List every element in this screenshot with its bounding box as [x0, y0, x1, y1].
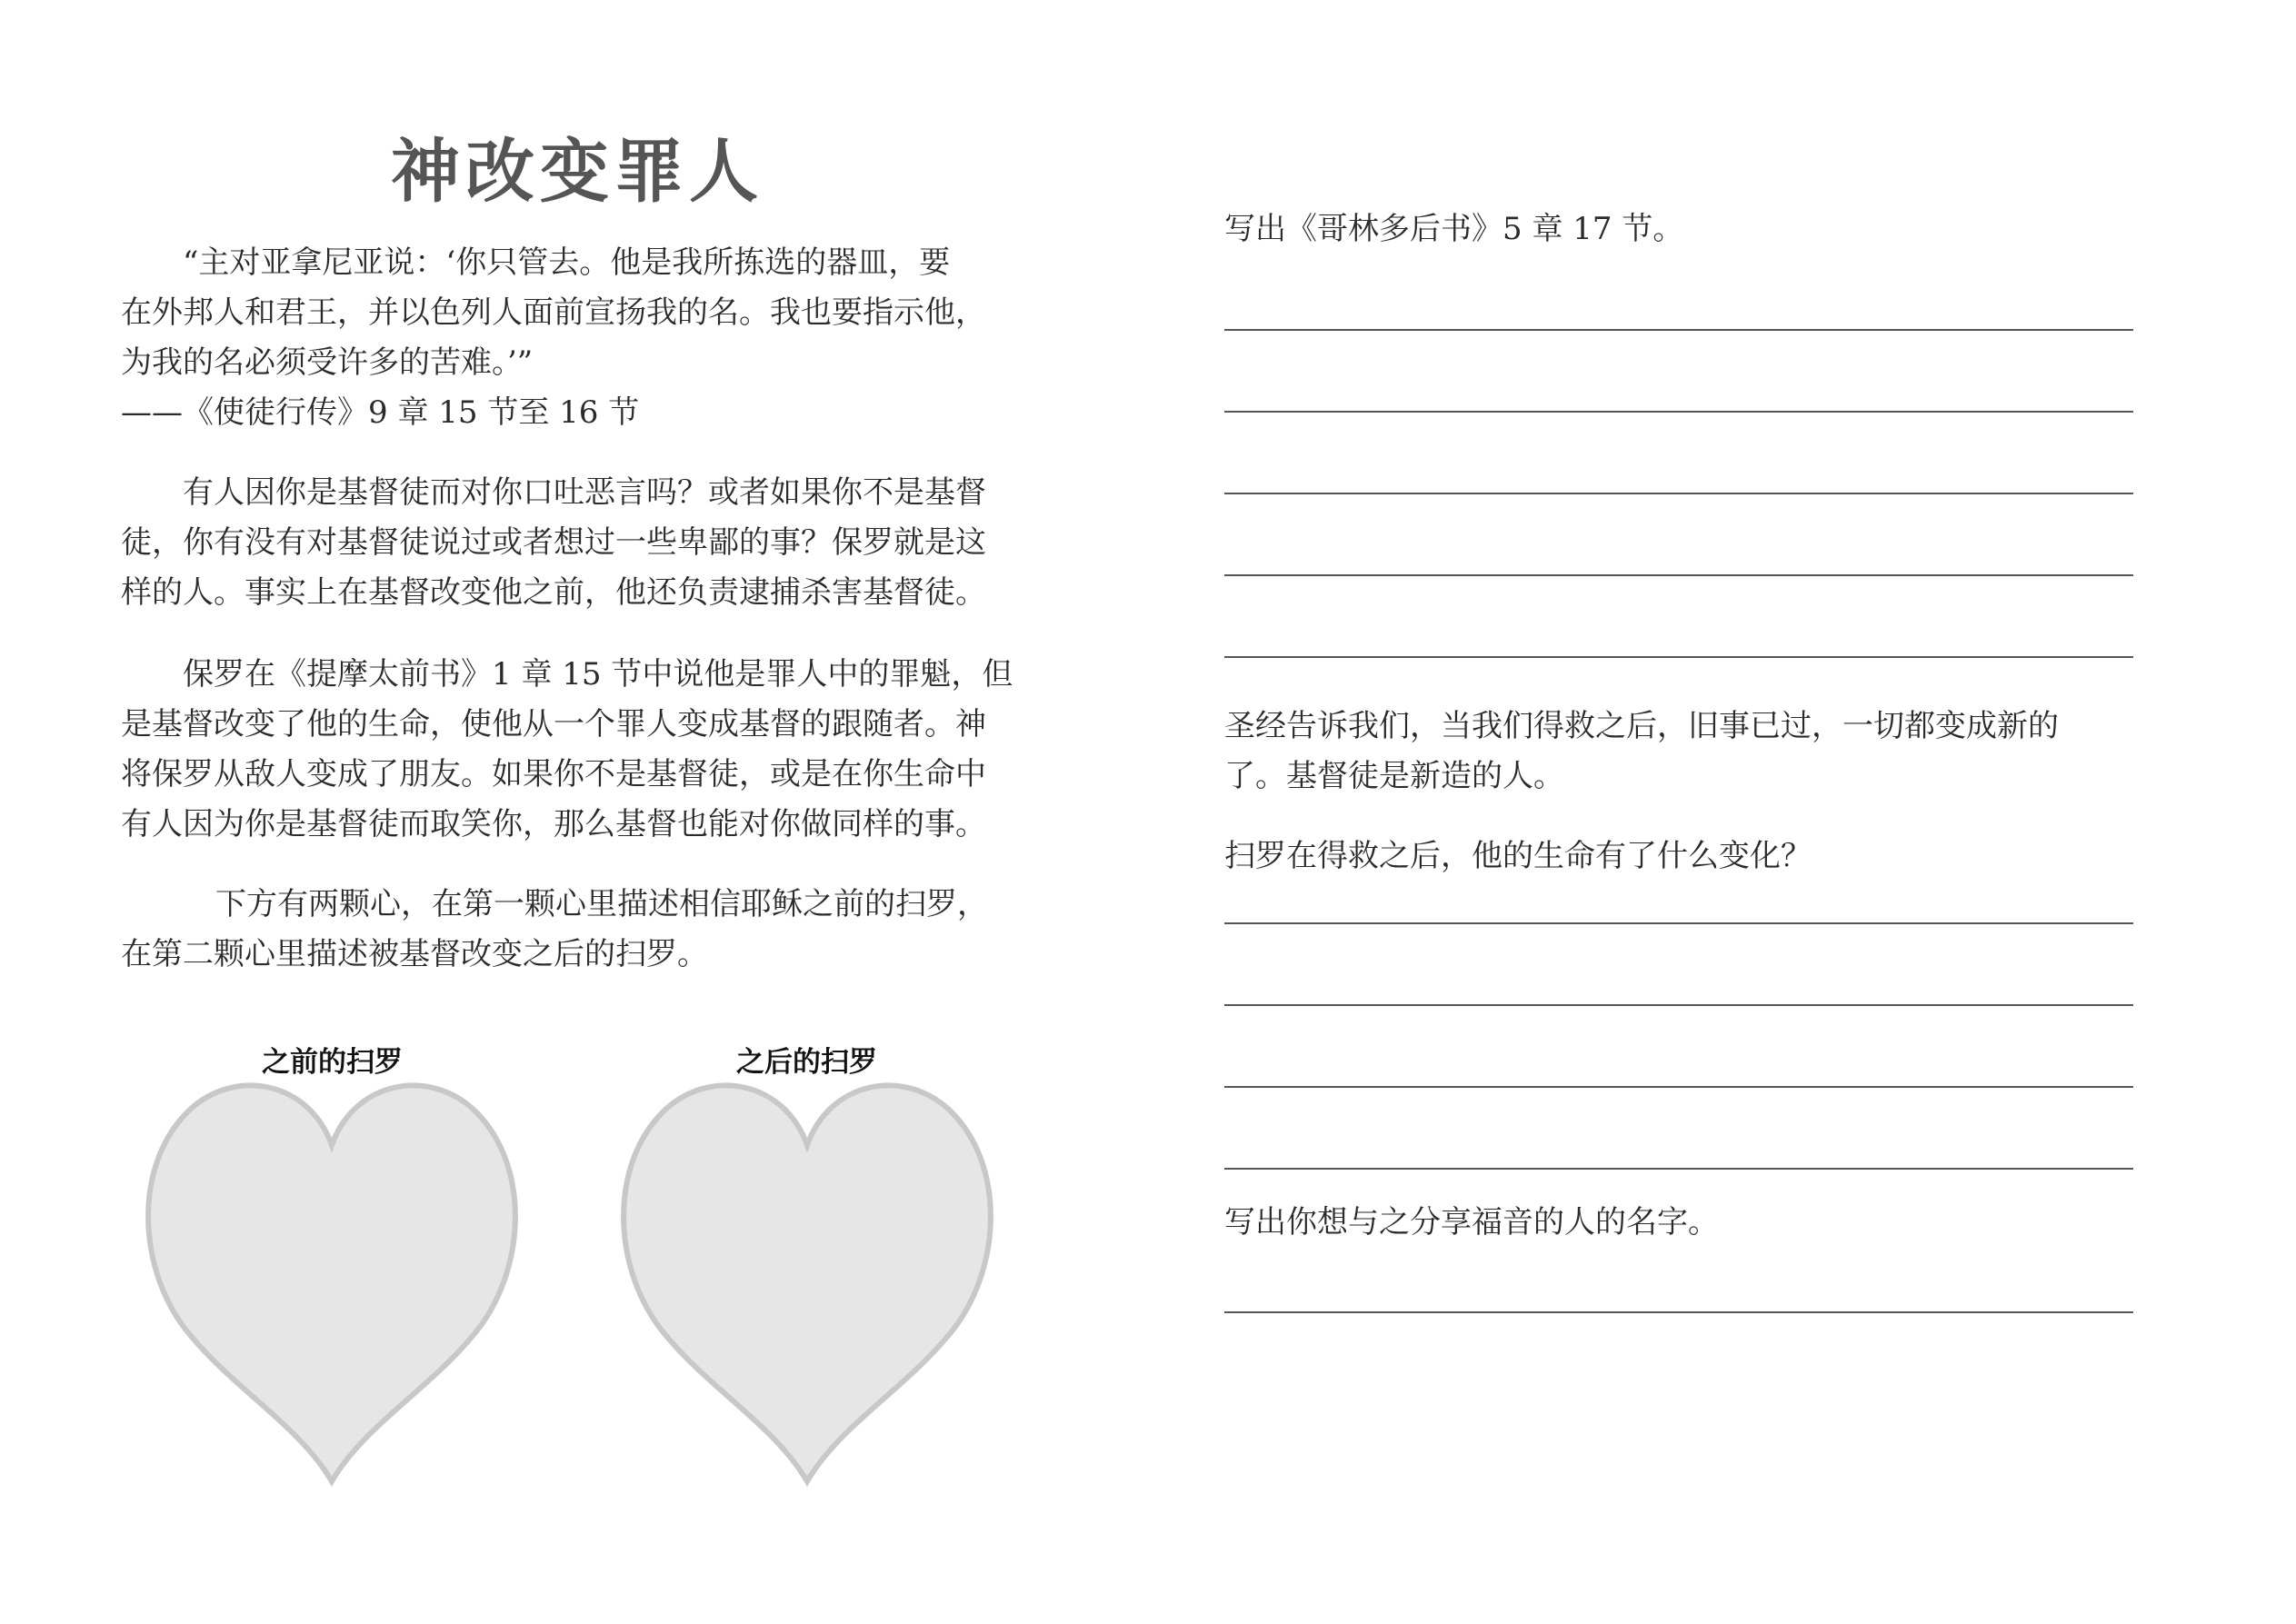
verse-line: 为我的名必须受许多的苦难。’” [121, 344, 534, 381]
answer-line[interactable] [1224, 1004, 2133, 1006]
answer-line[interactable] [1224, 922, 2133, 924]
heart-label-after: 之后的扫罗 [736, 1046, 877, 1079]
heart-before-shape[interactable] [148, 1085, 515, 1481]
paragraph-line: 样的人。事实上在基督改变他之前，他还负责逮捕杀害基督徒。 [121, 574, 986, 611]
paragraph-line: 是基督改变了他的生命，使他从一个罪人变成基督的跟随者。神 [121, 706, 986, 742]
answer-line[interactable] [1224, 656, 2133, 658]
verse-line: 在外邦人和君王，并以色列人面前宣扬我的名。我也要指示他， [121, 294, 986, 331]
answer-line[interactable] [1224, 1086, 2133, 1088]
paragraph-line: 下方有两颗心，在第一颗心里描述相信耶稣之前的扫罗， [215, 886, 988, 922]
statement-line: 圣经告诉我们，当我们得救之后，旧事已过，一切都变成新的 [1224, 708, 2059, 744]
statement-line: 了。基督徒是新造的人。 [1224, 758, 1564, 794]
intro-paragraph [121, 468, 1066, 618]
paragraph-line: 有人因为你是基督徒而取笑你，那么基督也能对你做同样的事。 [121, 806, 986, 842]
instruction-paragraph [121, 880, 1066, 980]
heart-after-shape[interactable] [624, 1085, 991, 1481]
paragraph-line: 在第二颗心里描述被基督改变之后的扫罗。 [121, 936, 708, 972]
answer-line[interactable] [1224, 411, 2133, 413]
heart-after[interactable] [603, 1072, 1021, 1490]
question-share-names: 写出你想与之分享福音的人的名字。 [1224, 1204, 1719, 1240]
heart-before[interactable] [127, 1072, 545, 1490]
answer-line[interactable] [1224, 1311, 2133, 1313]
heart-label-before: 之前的扫罗 [262, 1046, 403, 1079]
answer-line[interactable] [1224, 329, 2133, 331]
answer-line[interactable] [1224, 1168, 2133, 1170]
question-corinthians: 写出《哥林多后书》5 章 17 节。 [1224, 211, 1684, 247]
question-saul-change: 扫罗在得救之后，他的生命有了什么变化？ [1224, 838, 1812, 874]
answer-line[interactable] [1224, 574, 2133, 576]
paragraph-line: 徒，你有没有对基督徒说过或者想过一些卑鄙的事？保罗就是这 [121, 524, 986, 561]
verse-line: “主对亚拿尼亚说：‘你只管去。他是我所拣选的器皿，要 [183, 244, 951, 281]
statement-new-creation [1224, 702, 2142, 802]
paragraph-line: 将保罗从敌人变成了朋友。如果你不是基督徒，或是在你生命中 [121, 756, 986, 792]
paragraph-line: 保罗在《提摩太前书》1 章 15 节中说他是罪人中的罪魁，但 [183, 656, 1013, 692]
answer-line[interactable] [1224, 493, 2133, 494]
page-title: 神改变罪人 [391, 131, 764, 212]
paragraph-line: 有人因你是基督徒而对你口吐恶言吗？或者如果你不是基督 [183, 474, 986, 511]
verse-reference: ——《使徒行传》9 章 15 节至 16 节 [121, 394, 640, 431]
paul-paragraph [121, 650, 1066, 850]
verse-quote [121, 238, 1066, 438]
